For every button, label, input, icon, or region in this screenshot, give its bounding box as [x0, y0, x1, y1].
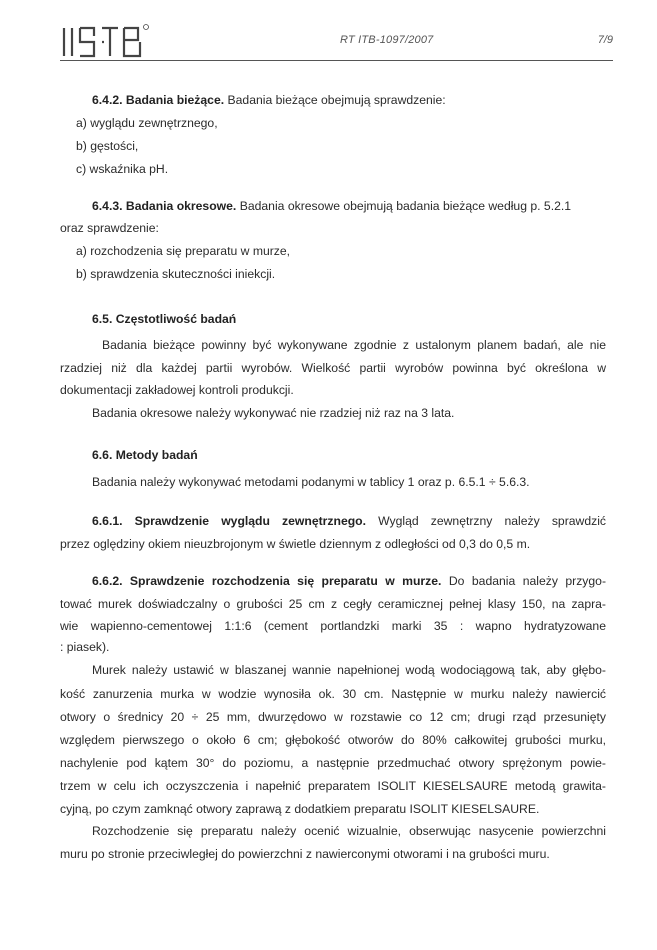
list-item: b) gęstości, — [76, 139, 139, 153]
section-heading: 6.6. Metody badań — [92, 448, 198, 462]
section-intro-cont: oraz sprawdzenie: — [60, 221, 159, 235]
paragraph-line: muru po stronie przeciwległej do powierzchni z nawierconymi otworami i na grubości muru. — [60, 847, 550, 861]
paragraph-line: tować murek doświadczalny o grubości 25 cm z cegły ceramicznej pełnej klasy 150, na zapra- — [60, 597, 606, 611]
paragraph-line: cyjną, po czym zamknąć otwory zaprawą z dodatkiem preparatu ISOLIT KIESELSAURE. — [60, 802, 540, 816]
document-id: RT ITB-1097/2007 — [340, 34, 434, 46]
section-number: 6.4.2. — [92, 93, 123, 107]
paragraph-line: Rozchodzenie się preparatu należy ocenić wizualnie, obserwując nasycenie powierzchni — [92, 824, 606, 838]
paragraph-line: nachylenie pod kątem 30° do poziomu, a następnie przedmuchać otwory sprężonym powie- — [60, 756, 606, 770]
paragraph-line: względem pierwszego o około 6 cm; głębokość otworów do 80% całkowitej grubości murku, — [60, 733, 606, 747]
paragraph-line: otwory o średnicy 20 ÷ 25 mm, dwurzędowo w rozstawie co 12 cm; drugi rząd przesunięty — [60, 710, 606, 724]
header-divider — [60, 60, 613, 61]
list-item: c) wskaźnika pH. — [76, 162, 169, 176]
paragraph-line: rzadziej niż dla każdej partii wyrobów. Wielkość partii wyrobów powinna być określona w — [60, 361, 606, 375]
paragraph-line: : piasek). — [60, 640, 110, 654]
section-title: 6.6.2. Sprawdzenie rozchodzenia się preparatu w murze. — [92, 574, 442, 588]
paragraph-line: Badania należy wykonywać metodami podanymi w tablicy 1 oraz p. 6.5.1 ÷ 5.6.3. — [92, 475, 530, 489]
section-text: Wygląd zewnętrzny należy sprawdzić — [378, 514, 607, 528]
page-number: 7/9 — [597, 34, 613, 46]
section-intro: Badania okresowe obejmują badania bieżące według p. 5.2.1 — [239, 199, 572, 213]
paragraph-line: trzem w celu ich oczyszczenia i napełnić preparatem ISOLIT KIESELSAURE metodą grawita- — [60, 779, 606, 793]
section-6-6-1-line — [92, 512, 606, 530]
section-number: 6.4.3. — [92, 199, 123, 213]
list-item: a) wyglądu zewnętrznego, — [76, 116, 218, 130]
paragraph-line: dokumentacji zakładowej kontroli produkcji. — [60, 383, 294, 397]
section-title: Badania bieżące. — [125, 93, 225, 107]
section-text: Do badania należy przygo- — [448, 574, 607, 588]
section-title: 6.6.1. Sprawdzenie wyglądu zewnętrznego. — [92, 514, 367, 528]
section-heading: 6.5. Częstotliwość badań — [92, 312, 237, 326]
paragraph-line: kość zanurzenia murka w wodzie wynosiła ok. 30 cm. Następnie w murku należy nawiercić — [60, 687, 606, 701]
list-item: b) sprawdzenia skuteczności iniekcji. — [76, 267, 276, 281]
section-6-4-3-line — [92, 197, 571, 215]
section-title: Badania okresowe. — [125, 199, 237, 213]
list-item: a) rozchodzenia się preparatu w murze, — [76, 244, 291, 258]
paragraph-line: Badania bieżące powinny być wykonywane zgodnie z ustalonym planem badań, ale nie — [102, 338, 606, 352]
paragraph-line: Murek należy ustawić w blaszanej wannie napełnionej wodą wodociągową tak, aby głębo- — [92, 663, 606, 677]
paragraph-line: przez oględziny okiem nieuzbrojonym w świetle dziennym z odległości od 0,3 do 0,5 m. — [60, 537, 531, 551]
paragraph-line: wie wapienno-cementowej 1:1:6 (cement portlandzki marki 35 : wapno hydratyzowane — [60, 619, 606, 633]
page-header — [60, 22, 613, 62]
section-6-6-2-line — [92, 572, 606, 590]
section-6-4-2-line — [92, 91, 446, 109]
paragraph-line: Badania okresowe należy wykonywać nie rzadziej niż raz na 3 lata. — [92, 406, 455, 420]
section-intro: Badania bieżące obejmują sprawdzenie: — [227, 93, 446, 107]
itb-logo-icon — [60, 22, 150, 60]
